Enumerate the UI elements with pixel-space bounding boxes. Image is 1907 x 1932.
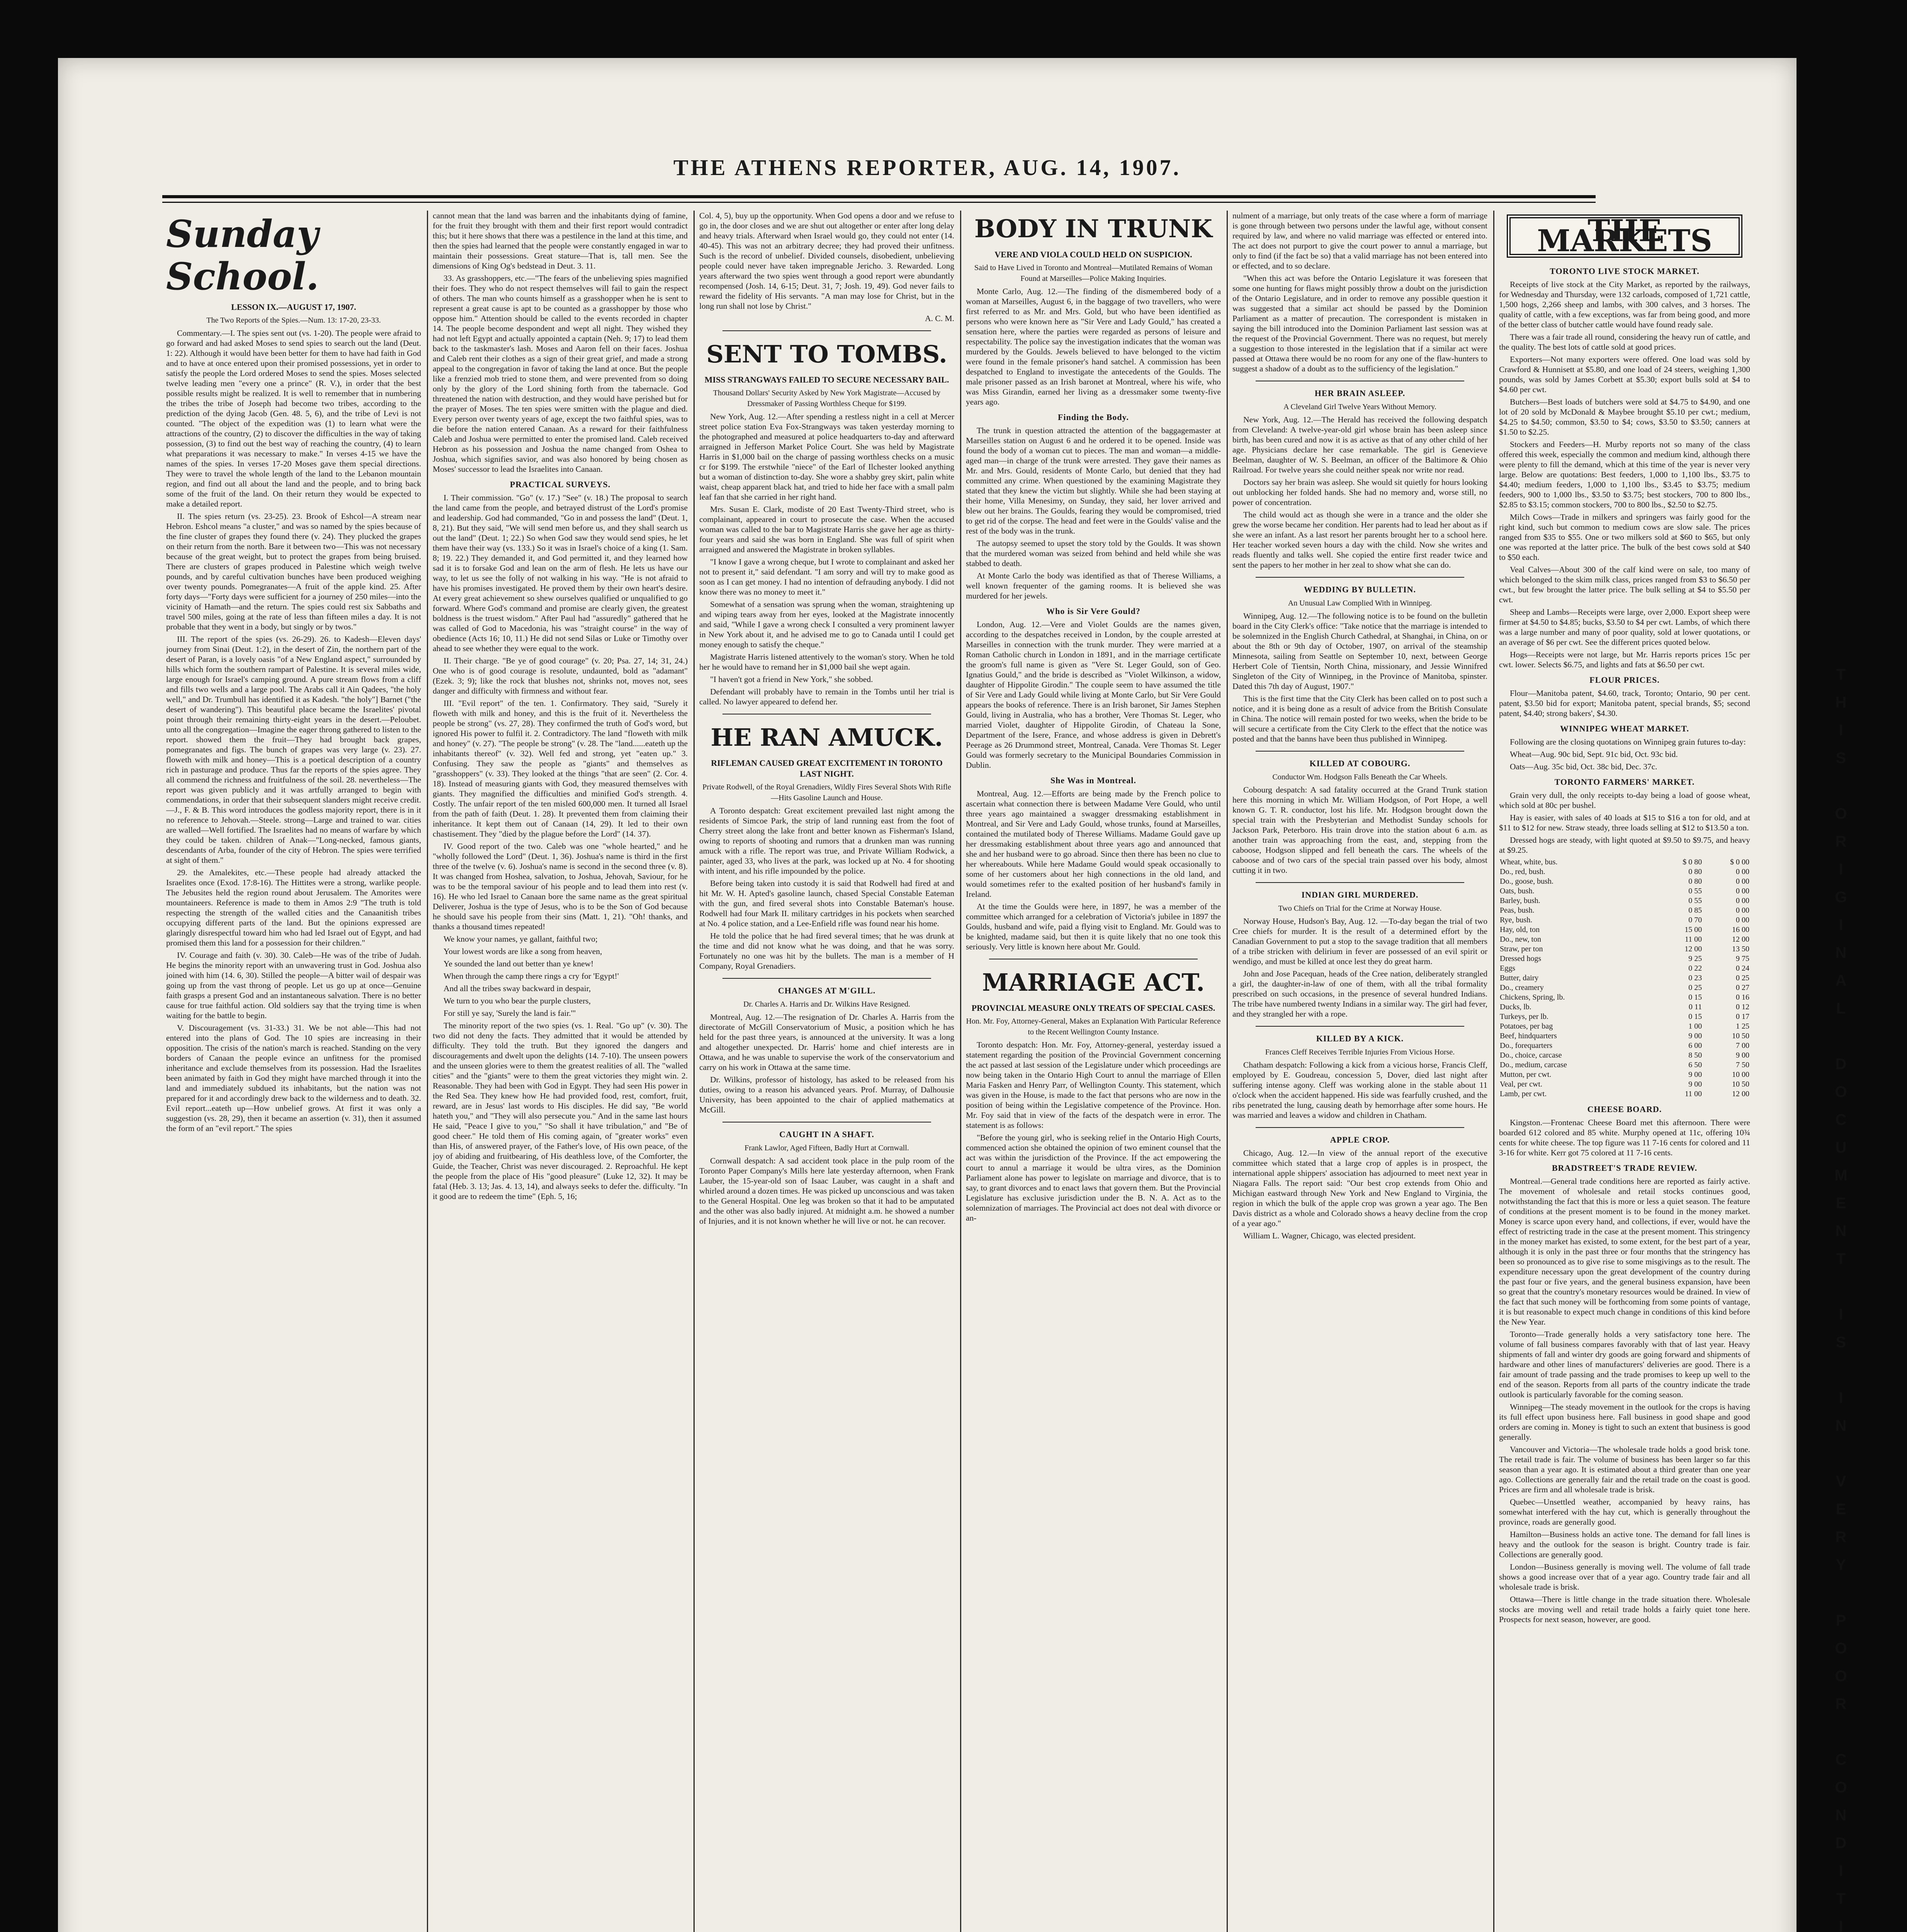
headline-her-brain-asleep: HER BRAIN ASLEEP. xyxy=(1314,388,1406,398)
paragraph: Montreal.—General trade conditions here are reported as fairly active. The movement of wholesale and retail stocks continues good, notwithstanding the fact that this is more or less a quiet season. The feature of conditions at the present moment is to be found in the money market. Money is scarce upon every hand, and collections, if ever, would have the effect of restricting trade in the case at the present moment. This stringency in the money market has existed, to some extent, for the best part of a year, although it is only in the past three or four months that the stringency has been so pronounced as to give rise to some misgivings as to the result. The expenditure necessary upon the great development of the country during the past four or five years, and the general business expansion, have been so great that the country's monetary resources would be drained. In view of the fact that such money will be forthcoming from some points of vantage, it is but reasonable to expect much change in conditions of this kind before the New Year. xyxy=(1499,1177,1750,1327)
paragraph: Chatham despatch: Following a kick from a vicious horse, Francis Cleff, employed by E. Goudreau, concession 5, Dover, died last night after suffering intense agony. Cleff was working alone in the stable about 11 o'clock when the accident happened. His side was fearfully crushed, and the ribs penetrated the lung, causing death by hemorrhage after some hours. He was married and leaves a widow and children in Chatham. xyxy=(1232,1060,1487,1120)
price-row xyxy=(1499,1041,1750,1051)
condition-note-letter xyxy=(1827,772,1854,800)
price-low: 0 80 xyxy=(1688,867,1702,876)
condition-note-letter: A xyxy=(1835,972,1847,989)
price-row xyxy=(1499,906,1750,915)
paragraph: Chicago, Aug. 12.—In view of the annual report of the executive committee which stated that a large crop of apples is in prospect, the international apple shippers' association has adjourned to meet next year in Niagara Falls. The report said: "Our best crop extends from Ohio and Michigan eastward through New York and New England to Virginia, the region in which the bulk of the apple crop was grown a year ago. The Ben Davis district as a whole and Colorado shows a heavy decline from the crop of a year ago." xyxy=(1232,1148,1487,1228)
paragraph: Exporters—Not many exporters were offered. One load was sold by Crawford & Hunnisett at $5.80, and one load of 24 steers, weighing 1,300 pounds, was sold by James Corbett at $5.30; export bulls sold at $4 to $4.60 per cwt. xyxy=(1499,355,1750,394)
price-low: 0 15 xyxy=(1688,1012,1702,1021)
poem-line: We know your names, ye gallant, faithful two; xyxy=(444,934,598,944)
masthead: THE ATHENS REPORTER, AUG. 14, 1907. xyxy=(673,155,1181,180)
masthead-rule-thin xyxy=(162,202,1596,203)
subheading: She Was in Montreal. xyxy=(1050,776,1137,785)
paragraph: Hogs—Receipts were not large, but Mr. Harris reports prices 15c per cwt. lower. Selects $6.75, and lights and fats at $6.50 per cwt. xyxy=(1499,650,1750,669)
price-item: Do., choice, carcase xyxy=(1500,1051,1562,1060)
price-high: 12 00 xyxy=(1732,935,1749,944)
market-heading: TORONTO LIVE STOCK MARKET. xyxy=(1550,266,1700,276)
deck: PROVINCIAL MEASURE ONLY TREATS OF SPECIAL CASES. xyxy=(971,1003,1215,1013)
price-high: 0 24 xyxy=(1736,964,1749,973)
condition-note-letter: D xyxy=(1835,1835,1847,1852)
condition-note-letter: I xyxy=(1839,1862,1843,1879)
paragraph: Dr. Wilkins, professor of histology, has asked to be released from his duties, owing to a reason his advanced years. Prof. Murray, of Dalhousie University, has been appointed to the chair of applied mathematics at McGill. xyxy=(699,1075,954,1114)
author-initials: A. C. M. xyxy=(925,314,954,323)
price-item: Peas, bush. xyxy=(1500,906,1535,915)
price-item: Barley, bush. xyxy=(1500,896,1540,905)
price-row xyxy=(1499,1070,1750,1080)
condition-note-letter: N xyxy=(1835,944,1847,961)
price-low: 15 00 xyxy=(1684,925,1702,934)
price-low: 6 50 xyxy=(1688,1061,1702,1069)
price-low: 0 70 xyxy=(1688,916,1702,924)
paragraph: London, Aug. 12.—Vere and Violet Goulds are the names given, according to the despatches received in London, by the couple arrested at Marseilles in connection with the trunk murder. They were married at a Roman Catholic church in London in 1891, and in the marriage certificate the groom's full name is given as "Vere St. Leger Gould, son of Geo. Ignatius Gould," and the bride is described as "Violet Wilkinson, a widow, daughter of Hippolite Girodin." The couple seem to have assumed the title of Sir Vere and Lady Gould while living at Monte Carlo, but Sir Vere Gould appears the books of reference. There is an Irish baronet, Sir James Stephen Gould, living in Australia, who has a brother, Vere Thomas St. Leger, who married Violet, daughter of Hippolite Girodin, of Chateau la Sone, Department of the Isere, France, and whose address is given in Debrett's Peerage as 26 Drummond street, Montreal, Canada. Vere Thomas St. Leger Gould was formerly secretary to the Municipal Boundaries Commission in Dublin. xyxy=(966,620,1221,770)
condition-note-letter: Y xyxy=(1836,1556,1846,1573)
market-heading: TORONTO FARMERS' MARKET. xyxy=(1554,777,1695,787)
price-row xyxy=(1499,1080,1750,1089)
price-high: 13 50 xyxy=(1732,945,1749,953)
paragraph: Grain very dull, the only receipts to-day being a load of goose wheat, which sold at 80c per bushel. xyxy=(1499,791,1750,810)
price-row xyxy=(1499,1022,1750,1031)
price-row xyxy=(1499,877,1750,886)
price-row xyxy=(1499,1031,1750,1041)
price-high: 0 12 xyxy=(1736,1003,1749,1011)
deck: Two Chiefs on Trial for the Crime at Norway House. xyxy=(1278,904,1442,913)
divider xyxy=(1256,1127,1464,1128)
deck: RIFLEMAN CAUSED GREAT EXCITEMENT IN TORONTO LAST NIGHT. xyxy=(711,758,943,779)
condition-note-letter: T xyxy=(1836,1890,1846,1907)
paragraph: Cornwall despatch: A sad accident took place in the pulp room of the Toronto Paper Company's Mills here late yesterday afternoon, when Frank Lauber, the 15-year-old son of Isaac Lauber, was caught in a shaft and whirled around a dozen times. He was picked up unconscious and was taken to the General Hospital. One leg was broken so that it had to be amputated and the other was also badly injured. At midnight a.m. he showed a number of Injuries, and it is not known whether he will live or not. he can recover. xyxy=(699,1156,954,1226)
poem-line: When through the camp there rings a cry for 'Egypt!' xyxy=(444,971,619,981)
price-item: Do., goose, bush. xyxy=(1500,877,1553,886)
price-item: Do., red, bush. xyxy=(1500,867,1545,876)
paragraph: Doctors say her brain was asleep. She would sit quietly for hours looking out unblocking her folded hands. She had no memory and, worse still, no power of concentration. xyxy=(1232,478,1487,507)
condition-note-letter: H xyxy=(1835,694,1847,711)
divider xyxy=(1256,1026,1464,1027)
condition-note-letter: G xyxy=(1835,889,1847,906)
condition-note-letter: C xyxy=(1835,1751,1847,1768)
headline-wedding-by-bulletin: WEDDING BY BULLETIN. xyxy=(1304,585,1416,594)
price-low: 0 11 xyxy=(1688,1003,1702,1011)
paragraph: IV. Courage and faith (v. 30). 30. Caleb—He was of the tribe of Judah. He begins the minority report with an unwavering trust in God. Joshua also joined with him (14. 6, 30). Stilled the people—A bitter wail of despair was going up from the vast throng of people. Let us go up at once—Genuine faith grasps a present God and an instantaneous salvation. There is no better cause for true faithful action. Old soldiers say that the trying time is when waiting for the battle to begin. xyxy=(166,951,421,1020)
price-high: 0 27 xyxy=(1736,983,1749,992)
price-item: Straw, per ton xyxy=(1500,945,1543,953)
paragraph: Receipts of live stock at the City Market, as reported by the railways, for Wednesday and Thursday, were 132 carloads, composed of 1,721 cattle, 1,500 hogs, 2,266 sheep and lambs, with 300 calves, and 3 horses. The quality of cattle, with a few exceptions, was far from being good, and more of the better class of butcher cattle would have found ready sale. xyxy=(1499,280,1750,329)
paragraph: Wheat—Aug. 90c bid, Sept. 91c bid, Oct. 93c bid. xyxy=(1510,750,1678,759)
paragraph: Stockers and Feeders—H. Murby reports not so many of the class offered this week, especially the common and medium kind, although there were plenty to fill the demand, which at this time of the year is never very large. Below are quotations: Best feeders, 1,000 to 1,100 lbs., $3.75 to $4.40; medium feeders, 1,000 to 1,100 lbs., $3.45 to $3.75; medium feeders, 900 to 1,000 lbs., $3.50 to $3.75; best stockers, 700 to 800 lbs., $2.85 to $3.15; common stockers, 700 to 800 lbs., $2.50 to $2.75. xyxy=(1499,440,1750,509)
price-row xyxy=(1499,896,1750,906)
headline-indian-girl-murdered: INDIAN GIRL MURDERED. xyxy=(1301,890,1419,900)
paragraph: Montreal, Aug. 12.—The resignation of Dr. Charles A. Harris from the directorate of McGill Conservatorium of Music, a position which he has held for the past three years, is announced at the university. It was a long and altogether unexpected. Dr. Harris' home and chief interests are in Ottawa, and he was unable to supervise the work of the conservatorium and carry on his work in Ottawa at the same time. xyxy=(699,1012,954,1072)
price-high: 7 00 xyxy=(1736,1041,1749,1050)
column-sunday-school-cont xyxy=(433,211,688,1932)
condition-note-letter: R xyxy=(1835,1696,1847,1713)
newspaper-page xyxy=(58,58,1848,1932)
paragraph: Winnipeg, Aug. 12.—The following notice is to be found on the bulletin board in the City Clerk's office: "Take notice that the marriage is intended to be solemnized in the English Church Cathedral, at Shanghai, in China, on or about the 8th or 9th day of October, 1907, on arrival of the steamship Minnesota, sailing from Seattle on September 10, next, between George Herbert Cole of Tientsin, North China, missionary, and Jessie Winnifred Singleton of the City of Winnipeg, in the Province of Manitoba, spinster. Dated this 7th day of August, 1907." xyxy=(1232,611,1487,691)
deck-secondary: Private Rodwell, of the Royal Grenadiers, Wildly Fires Several Shots With Rifle—Hits Gasoline Launch and House. xyxy=(702,783,951,802)
condition-note-letter: L xyxy=(1836,1000,1846,1017)
price-high: 10 00 xyxy=(1732,1070,1749,1079)
column-rule xyxy=(960,211,961,1932)
divider xyxy=(722,330,931,331)
paragraph: Defendant will probably have to remain in the Tombs until her trial is called. No lawyer appeared to defend her. xyxy=(699,687,954,706)
paragraph: nulment of a marriage, but only treats of the case where a form of marriage is gone through between two persons under the lawful age, without consent required by law, and where no valid marriage was effected or entered into. The act does not purport to give the court power to annul a marriage, but only to find (if the fact be so) that a valid marriage has not been entered into or effected, and to so declare. xyxy=(1232,211,1487,270)
masthead-rule xyxy=(162,195,1596,198)
price-item: Ducks, lb. xyxy=(1500,1003,1531,1011)
market-heading: BRADSTREET'S TRADE REVIEW. xyxy=(1552,1163,1698,1173)
condition-note-letter: O xyxy=(1835,805,1847,822)
condition-note-letter: D xyxy=(1835,1056,1847,1073)
price-low: 11 00 xyxy=(1684,1090,1702,1098)
paragraph: Norway House, Hudson's Bay, Aug. 12. —To-day began the trial of two Cree chiefs for murder. It is the result of a determined effort by the Canadian Government to put a stop to the savage tradition that all members of a tribe stricken with delirium in fever are possessed of an evil spirit or wendigo, and must be killed at once lest they do great harm. xyxy=(1232,917,1487,966)
paragraph: At Monte Carlo the body was identified as that of Therese Williams, a well known frequenter of the gaming rooms. It is believed she was murdered for her jewels. xyxy=(966,571,1221,600)
price-low: 6 00 xyxy=(1688,1041,1702,1050)
price-low: 9 00 xyxy=(1688,1070,1702,1079)
condition-note-letter: O xyxy=(1835,1779,1847,1796)
price-low: 9 00 xyxy=(1688,1032,1702,1040)
paragraph: William L. Wagner, Chicago, was elected president. xyxy=(1243,1231,1416,1240)
headline-changes-at-mcgill: CHANGES AT M'GILL. xyxy=(778,986,876,995)
paragraph: Following are the closing quotations on Winnipeg grain futures to-day: xyxy=(1510,737,1746,747)
price-high: 0 16 xyxy=(1736,993,1749,1002)
price-row xyxy=(1499,915,1750,925)
condition-note-letter: O xyxy=(1835,1083,1847,1100)
condition-note-letter: O xyxy=(1835,1668,1847,1685)
paragraph: Quebec—Unsettled weather, accompanied by heavy rains, has somewhat interfered with the hay cut, which is generally throughout the province, roads are generally good. xyxy=(1499,1497,1750,1527)
headline-body-in-trunk: BODY IN TRUNK xyxy=(974,214,1212,243)
condition-note-letter: P xyxy=(1836,1612,1846,1629)
headline-killed-by-a-kick: KILLED BY A KICK. xyxy=(1316,1034,1404,1043)
paragraph: Winnipeg—The steady movement in the outlook for the crops is having its full effect upon business here. Fall business in good shape and good orders are coming in. Money is tight to such an extent that business is good generally. xyxy=(1499,1402,1750,1442)
paragraph: cannot mean that the land was barren and the inhabitants dying of famine, for the fruit they brought with them and their first report would contradict this; but it here shows that there was a pestilence in the land at this time, and then the spies had learned that the people were constantly engaged in war to maintain their possessions. Great stature—That is, tall men. See the dimensions of King Og's bedstead in Deut. 3. 11. xyxy=(433,211,688,270)
price-high: $ 0 00 xyxy=(1730,858,1749,866)
price-high: 12 00 xyxy=(1732,1090,1749,1098)
divider xyxy=(1256,751,1464,752)
deck: MISS STRANGWAYS FAILED TO SECURE NECESSARY BAIL. xyxy=(704,375,949,384)
column-rule xyxy=(427,211,428,1932)
paragraph: The child would act as though she were in a trance and the older she grew the worse became her condition. Her parents had to lead her about as if she were an infant. As a last resort her parents brought her to a school here. Her teacher worked seven hours a day with the child. Now she writes and reads fluently and talks well. She copied the entire first reader twice and sent the papers to her mother in her zeal to show what she can do. xyxy=(1232,510,1487,570)
paragraph: Ottawa—There is little change in the trade situation there. Wholesale stocks are moving well and retail trade holds a fairly quiet tone here. Prospects for next season, however, are good. xyxy=(1499,1595,1750,1624)
price-low: 0 80 xyxy=(1688,877,1702,886)
column-sunday-school xyxy=(166,211,421,1932)
condition-note-letter: N xyxy=(1835,1417,1847,1434)
price-item: Veal, per cwt. xyxy=(1500,1080,1542,1088)
subheading: Who is Sir Vere Gould? xyxy=(1046,606,1140,616)
price-high: 10 50 xyxy=(1732,1032,1749,1040)
paragraph: Milch Cows—Trade in milkers and springers was fairly good for the right kind, such but common to medium cows are slow sale. The prices ranged from $35 to $55. One or two milkers sold at $60 to $65, but only one was reported at the latter price. The bulk of the best cows sold at $40 to $50 each. xyxy=(1499,512,1750,562)
price-row xyxy=(1499,1051,1750,1060)
price-item: Oats, bush. xyxy=(1500,887,1535,895)
paragraph: "Before the young girl, who is seeking relief in the Ontario High Courts, commenced action she obtained the opinion of two eminent counsel that the act was within the jurisdiction of the Province. If the act empowering the court to annul a marriage it would be ultra vires, as the Dominion Parliament alone has power to legislate on marriage and divorce, that is to say, to grant divorces and to enact laws that govern them. But the Provincial Legislature has exclusive jurisdiction under the B. N. A. Act as to the solemnization of marriages. The Provincial act does not deal with divorce or an- xyxy=(966,1133,1221,1223)
paragraph: Commentary.—I. The spies sent out (vs. 1-20). The people were afraid to go forward and had asked Moses to send spies to search out the land (Deut. 1: 22). Although it would have been better for them to have had faith in God and to have at once entered upon their promised possessions, yet in order to satisfy the people the Lord ordered Moses to send the spies. Moses selected twelve leading men "every one a prince" (R. V.), in order that the best possible results might be realized. It is well to remember that in numbering the tribes the tribe of Joseph had become two tribes, according to the prediction of the dying Jacob (Gen. 48. 5, 6), and the tribe of Levi is not counted. "The object of the expedition was (1) to learn what were the attractions of the country, (2) to discover the difficulties in the way of taking possession, (3) to find out the best way of reaching the country, (4) to learn what preparations it was necessary to make." In verses 4-15 we have the names of the spies. In verses 17-20 Moses gave them special directions. They were to travel the whole length of the land to the Lebanon mountain region, and find out all about the land and the people, and to bring back some of the fruit of the land. On their return they would be expected to make a detailed report. xyxy=(166,328,421,509)
price-item: Dressed hogs xyxy=(1500,954,1542,963)
paragraph: "I haven't got a friend in New York," she sobbed. xyxy=(710,675,873,684)
price-low: 0 22 xyxy=(1688,964,1702,973)
condition-note-letter: R xyxy=(1835,1529,1847,1546)
condition-note-letter xyxy=(1827,1718,1854,1746)
poem-line: Your lowest words are like a song from heaven, xyxy=(444,947,602,956)
paragraph: New York, Aug. 12.—The Herald has received the following despatch from Cleveland: A twelve-year-old girl whose brain has been asleep since birth, has been cured and now it is as active as that of any other child of her age. Physicians declare her case remarkable. The girl is Genevieve Beelman, daughter of W. S. Beelman, an officer of the Baltimore & Ohio Railroad. For twelve years she could neither speak nor write nor read. xyxy=(1232,415,1487,474)
deck: Dr. Charles A. Harris and Dr. Wilkins Have Resigned. xyxy=(743,1000,911,1009)
price-high: 0 17 xyxy=(1736,1012,1749,1021)
paragraph: Flour—Manitoba patent, $4.60, track, Toronto; Ontario, 90 per cent. patent, $3.50 bid for export; Manitoba patent, special brands, $5; second patent, $4.40; strong bakers', $4.30. xyxy=(1499,689,1750,718)
divider xyxy=(1256,882,1464,883)
deck: Conductor Wm. Hodgson Falls Beneath the Car Wheels. xyxy=(1272,773,1448,781)
price-high: 0 00 xyxy=(1736,916,1749,924)
price-row xyxy=(1499,886,1750,896)
paragraph: Cobourg despatch: A sad fatality occurred at the Grand Trunk station here this morning in which Mr. William Hodgson, of Port Hope, a well known G. T. R. conductor, lost his life. Mr. Hodgson brought down the special train with the Presbyterian and Methodist Sunday schools for Jackson Park, Peterboro. His train drove into the station about 6 a.m. as another train was approaching from the east, and, stepping from the caboose, Hodgson slipped and fell beneath the cars. The wheels of the caboose and of two cars of the special train passed over his body, almost cutting it in two. xyxy=(1232,785,1487,875)
paragraph: III. The report of the spies (vs. 26-29). 26. to Kadesh—Eleven days' journey from Sinai (Deut. 1:2), in the desert of Zin, the northern part of the desert of Paran, is a lovely oasis "of a New England aspect," surrounded by hills which form the southern rampart of Palestine. It is several miles wide, large enough for Israel's camping ground. A pure stream flows from a cliff and fills two wells and a large pool. The Arabs call it Ain Qadees, "the holy well," and Dr. Trumbull has identified it as Kadesh. "the holy"] Barnet ("the desert of wandering"). This beautiful place became the Israelites' pivotal point through their remaining thirty-eight years in the desert.—Peloubet. unto all the congregation—Imagine the eager throng gathered to listen to the report. showed them the fruit—They had brought back grapes, pomegranates and figs. The bunch of grapes was very large (v. 23). 27. floweth with milk and honey—This is a poetical description of a country rich in pasturage and produce. Thus far the reports of the spies agree. They all commend the richness and fruitfulness of the soil. 28. nevertheless—The report was given publicly and it was artfully arranged to begin with commendations, in order that their subsequent slanders might receive credit.—J., F. & B. This word introduces the godless majority report, there is in it no reference to Jehovah.—Steele. strong—Large and trained to war. cities are walled—Well fortified. The Israelites had no means of warfare by which they could be taken. children of Anak—"Long-necked, famous giants, descendants of Arba, founder of the city of Hebron. The spies were terrified at sight of them." xyxy=(166,634,421,865)
headline-marriage-act: MARRIAGE ACT. xyxy=(982,968,1205,997)
paragraph: The trunk in question attracted the attention of the baggagemaster at Marseilles station on August 6 and he ordered it to be opened. Inside was found the body of a woman cut to pieces. The man and woman—a middle-aged man—in charge of the trunk were arrested. They gave their names as Mr. and Mrs. Gould, residents of Monte Carlo, but denied that they had committed any crime. When questioned by the examining Magistrate they stated that they knew the victim but slightly. While she had been staying at their home, Villa Menesimy, on Sunday, they said, her lover arrived and blew out her brains. The Goulds, fearing they would be compromised, tried to get rid of the corpse. The head and feet were in the Goulds' valise and the rest of the body was in the trunk. xyxy=(966,426,1221,536)
paragraph: IV. Good report of the two. Caleb was one "whole hearted," and he "wholly followed the Lord" (Deut. 1, 36). Joshua's name is third in the first three of the twelve (v. 6). Joshua's name is second in the second three (v. 8). It was changed from Hoshea, salvation, to Joshua, Jehovah, Saviour, for he was to be the temporal saviour of his people and to lead them into rest (v. 16). He who led Israel to Canaan bore the same name as the great spiritual Deliverer, Joshua is the type of Jesus, who is to be the Son of God because he should save his people from their sins (Matt. 1, 21). "Oh! thanks, and thanks a thousand times repeated! xyxy=(433,842,688,931)
headline-sent-to-tombs: SENT TO TOMBS. xyxy=(706,340,947,368)
condition-note-letter: R xyxy=(1835,833,1847,850)
paragraph: Somewhat of a sensation was sprung when the woman, straightening up and wiping tears away from her eyes, looked at the Magistrate innocently and said, "While I gave a wrong check I consulted a very prominent lawyer in New York about it, and he advised me to go to Canada until I could get money enough to satisfy the cheque." xyxy=(699,600,954,649)
divider xyxy=(1256,577,1464,578)
price-item: Wheat, white, bus. xyxy=(1500,858,1558,866)
price-low: 0 55 xyxy=(1688,896,1702,905)
condition-note-letter: E xyxy=(1836,1501,1846,1518)
paragraph: Toronto—Trade generally holds a very satisfactory tone here. The volume of fall business compares favorably with that of last year. Heavy shipments of fall and winter dry goods are going forward and shipments of hardware and other lines of manufacturers' deliveries are good. There is a fair amount of trade passing and the trade promises to keep up well to the end of the season. Reports from all parts of the country indicate the trade outlook is particularly favorable for the coming season. xyxy=(1499,1330,1750,1399)
price-low: $ 0 80 xyxy=(1683,858,1702,866)
paragraph: Magistrate Harris listened attentively to the woman's story. When he told her he would have to remand her in $1,000 bail she wept again. xyxy=(699,652,954,672)
price-item: Chickens, Spring, lb. xyxy=(1500,993,1565,1002)
deck-secondary: Said to Have Lived in Toronto and Montreal—Mutilated Remains of Woman Found at Marseilles—Police Making Inquiries. xyxy=(974,264,1213,283)
price-low: 0 85 xyxy=(1688,906,1702,915)
paragraph: Monte Carlo, Aug. 12.—The finding of the dismembered body of a woman at Marseilles, August 6, in the baggage of two travellers, who were first referred to as Mr. and Mrs. Gold, but who have been identified as persons who were known here as "Sir Vere and Lady Gould," has created a sensation here, where the parties were regarded as persons of leisure and respectability. The police say the investigation indicates that the woman was murdered by the Goulds. Jewels believed to have belonged to the victim were found in the female prisoner's hand satchel. A commission has been despatched to England to investigate the antecedents of the Goulds. The male prisoner passed as an Irish baronet at Montreal, where his wife, who was Miss Girandin, earned her living as a dressmaker some twenty-five years ago. xyxy=(966,287,1221,406)
paragraph: Dressed hogs are steady, with light quoted at $9.50 to $9.75, and heavy at $9.25. xyxy=(1499,835,1750,855)
condition-note-letter: I xyxy=(1839,917,1843,934)
price-item: Lamb, per cwt. xyxy=(1500,1090,1547,1098)
deck: Frank Lawlor, Aged Fifteen, Badly Hurt at Cornwall. xyxy=(744,1144,909,1152)
condition-note xyxy=(1827,661,1854,1932)
price-item: Potatoes, per bag xyxy=(1500,1022,1553,1031)
paragraph: London—Business generally is moving well. The volume of fall trade shows a good increase over that of a year ago. Country trade fair and all wholesale trade is brisk. xyxy=(1499,1562,1750,1592)
paragraph: V. Discouragement (vs. 31-33.) 31. We be not able—This had not entered into the plans of God. The 10 spies are increasing in their opposition. The crisis of the nation's march is reached. Standing on the very borders of Canaan the people evince an unfitness for the promised inheritance and exclude themselves from its possession. Had the Israelites been animated by faith in God they might have marched through it into the land and immediately subdued its inhabitants, but the nation was not prepared for it and accordingly drew back to the wilderness and to death. 32. Evil report...eateth up—How unbelief grows. At first it was only a suggestion (vs. 28, 29), then it became an assertion (v. 31), then it assumed the form of an "evil report." The spies xyxy=(166,1023,421,1133)
condition-note-letter: U xyxy=(1835,1139,1847,1156)
condition-note-letter: O xyxy=(1835,1640,1847,1657)
farmers-market-price-table xyxy=(1499,857,1750,1099)
price-high: 1 25 xyxy=(1736,1022,1749,1031)
condition-note-letter: N xyxy=(1835,1807,1847,1824)
paragraph: "I know I gave a wrong cheque, but I wrote to complainant and asked her not to present it," said defendant. "I am sorry and will try to make good as soon as I can get money. I had no intention of defrauding anybody. I did not know there was no money to meet it." xyxy=(699,557,954,597)
column-rule xyxy=(1493,211,1494,1932)
condition-note-letter: E xyxy=(1836,1195,1846,1212)
condition-note-letter: I xyxy=(1839,1306,1843,1323)
condition-note-letter xyxy=(1827,1579,1854,1607)
paragraph: Toronto despatch: Hon. Mr. Foy, Attorney-general, yesterday issued a statement regarding the position of the Provincial Government concerning the act passed at last session of the Legislature under which proceedings are now being taken in the Ontario High Court to annul the marriage of Ellen Maria Fasken and Henry Parr, of Wellington County. This statement, which was given in the House, is made to the fact that persons who are now in the position of being within the Legislative competence of the Province. Hon. Mr. Foy said that in view of the facts of the despatch were in error. The statement is as follows: xyxy=(966,1040,1221,1130)
section-heading: PRACTICAL SURVEYS. xyxy=(510,480,611,489)
price-high: 0 00 xyxy=(1736,867,1749,876)
column-markets xyxy=(1499,211,1750,1932)
price-low: 9 00 xyxy=(1688,1080,1702,1088)
paragraph: Sheep and Lambs—Receipts were large, over 2,000. Export sheep were firmer at $4.50 to $4.85; bucks, $3.50 to $4 per cwt. Lambs, of which there was a large number and many of poor quality, sold at lower quotations, or an average of $6 per cwt. See the different prices quoted below. xyxy=(1499,607,1750,647)
paragraph: III. "Evil report" of the ten. 1. Confirmatory. They said, "Surely it floweth with milk and honey, and this is the fruit of it. Nevertheless the people be strong" (vs. 27, 28). They confirmed the truth of God's word, but ignored His power to fulfil it. 2. Contradictory. The land "floweth with milk and honey" (v. 27). "The people be strong" (v. 28. The "land......eateth up the inhabitants thereof" (v. 32). Well fed and strong, yet "eaten up." 3. Confusing. They saw the people as "giants" and themselves as "grasshoppers" (v. 33). They looked at the things "that are seen" (2. Cor. 4. 18). Instead of measuring giants with God, they measured themselves with giants. They magnified the difficulties and minified God's strength. 4. Costly. The unfair report of the ten misled 600,000 men. It turned all Israel from the path of faith (Deut. 1. 28). It prevented them from claiming their inheritance. It kept them out of Canaan (14, 29). It led to their own chastisement. They "died by the plague before the Lord" (14. 37). xyxy=(433,699,688,838)
price-low: 12 00 xyxy=(1684,945,1702,953)
market-heading: CHEESE BOARD. xyxy=(1587,1104,1662,1114)
paragraph: Hay is easier, with sales of 40 loads at $15 to $16 a ton for old, and at $11 to $12 for new. Straw steady, three loads selling at $12 to $13.50 a ton. xyxy=(1499,813,1750,832)
column-rule xyxy=(693,211,695,1932)
poem-line: Ye sounded the land out better than ye knew! xyxy=(444,959,594,968)
column-rule xyxy=(1227,211,1228,1932)
markets-title-box: THE MARKETS xyxy=(1507,214,1742,258)
paragraph: Vancouver and Victoria—The wholesale trade holds a good brisk tone. The retail trade is fair. The volume of business has been larger so far this season than a year ago. It is estimated about a third greater than one year ago. Collections are generally fair and the retail trade on the coast is good. Prices are firm and all wholesale trade is brisk. xyxy=(1499,1445,1750,1494)
paragraph: II. Their charge. "Be ye of good courage" (v. 20; Psa. 27, 14; 31, 24.) One who is of good courage is resolute, undaunted, bold as "adamant" (Ezek. 3; 9); like the rock that blushes not, shrinks not, moves not, sees danger and difficulty with firmness and without fear. xyxy=(433,656,688,696)
price-item: Do., new, ton xyxy=(1500,935,1542,944)
paragraph: II. The spies return (vs. 23-25). 23. Brook of Eshcol—A stream near Hebron. Eshcol means "a cluster," and was so named by the spies because of the fine cluster of grapes they found there (v. 24). They plucked the grapes on their return from the north. Bare it between two—This was not necessary because of the great weight, but to protect the grapes from being bruised. There are clusters of grapes produced in Palestine which weigh twelve pounds, and by careful cultivation bunches have been produced weighing over twenty pounds. Pomegranates—A fruit of the apple kind. 25. After forty days—"Forty days were sufficient for a journey of 250 miles—into the vicinity of Hamath—and the return. The spies could rest six Sabbaths and travel 500 miles, going at the rate of less than fifteen miles a day. It is not probable that they went in a body, but singly or by twos." xyxy=(166,512,421,631)
condition-note-letter xyxy=(1827,1356,1854,1384)
price-row xyxy=(1499,964,1750,973)
price-low: 0 15 xyxy=(1688,993,1702,1002)
paragraph: The minority report of the two spies (vs. 1. Real. "Go up" (v. 30). The two did not deny the facts. They admitted that it would be attended by difficulty. They told the truth. But they ignored the dangers and discouragements and dwelt upon the delights (14. 7-10). The unseen powers and the unseen glories were to them the greatest realities of all. The "walled cities" and the "giants" were to them the great victories they might win. 2. Reasonable. They had been with God in Egypt. They had seen His power in the Red Sea. They knew how He had provided food, rest, comfort, fruit, reward, are in Jesus' last words to His disciples. He did say, "Be world hateth you," and "They will also persecute you." And in the same last hours He said, "Peace I give to you," "So shall it have tribulation," and "Be of good cheer." He told them of His coming again, of "greater works" even than His, of answered prayer, of the Father's love, of His own peace, of the joy of abiding and fruitbearing, of His deathless love, of the Comforter, the Guide, the Teacher, Christ was never discouraged. 2. Reproachful. He kept the people from the place of His "good pleasure" (Luke 12, 32). It may be fatal (Heb. 3. 13; Jas. 4. 13, 14), and always seeks to defer the. difficulty. "In it good are to redeem the time" (Eph. 5, 16; xyxy=(433,1021,688,1201)
price-high: 9 75 xyxy=(1736,954,1749,963)
price-item: Do., forequarters xyxy=(1500,1041,1553,1050)
price-high: 0 00 xyxy=(1736,877,1749,886)
column-news-3 xyxy=(1232,211,1487,1932)
price-high: 10 50 xyxy=(1732,1080,1749,1088)
headline-caught-in-a-shaft: CAUGHT IN A SHAFT. xyxy=(779,1129,874,1139)
paragraph: 29. the Amalekites, etc.—These people had already attacked the Israelites once (Exod. 17:8-16). The Hittites were a strong, warlike people. The Jebusites held the region round about Jerusalem. The Amorites were mountaineers. Reference is made to them in Amos 2:9 "The truth is told respecting the strength of the walled cities and the Canaanitish tribes occupying different parts of the land. But the opinions expressed are glaringly disrespectful toward him who had led Israel out of Egypt, and had promised them this land for a possession for their children." xyxy=(166,868,421,947)
price-high: 9 00 xyxy=(1736,1051,1749,1060)
price-row xyxy=(1499,857,1750,867)
paragraph: The autopsy seemed to upset the story told by the Goulds. It was shown that the murdered woman was seized from behind and held while she was stabbed to death. xyxy=(966,539,1221,568)
headline-apple-crop: APPLE CROP. xyxy=(1330,1135,1390,1145)
price-high: 0 00 xyxy=(1736,887,1749,895)
deck: An Unusual Law Complied With in Winnipeg. xyxy=(1288,599,1432,607)
price-row xyxy=(1499,935,1750,944)
price-low: 0 23 xyxy=(1688,974,1702,982)
price-low: 9 25 xyxy=(1688,954,1702,963)
paragraph: John and Jose Pacequan, heads of the Cree nation, deliberately strangled a girl, the daughter-in-law of one of them, with all the tribal formality prescribed on such occasions, in the presence of several hundred Indians. The tribe have numbered twenty Indians in a similar way. The girl had fever, and they strangled her with a rope. xyxy=(1232,969,1487,1019)
paragraph: New York, Aug. 12.—After spending a restless night in a cell at Mercer street police station Eva Fox-Strangways was taken yesterday morning to the photographed and measured at police headquarters to-day and afterward arraigned in Jefferson Market Police Court. She was held by Magistrate Harris in $1,000 bail on the charge of passing worthless checks on a music cr for $199. The erstwhile "niece" of the Earl of Ilchester looked anything but a woman of distinction to-day. She wore a shabby grey skirt, palin white waist, cheap apparent black hat, and tried to hide her face with a small palm leaf fan that she carried in her right hand. xyxy=(699,412,954,502)
price-row xyxy=(1499,973,1750,983)
divider xyxy=(722,978,931,979)
price-item: Rye, bush. xyxy=(1500,916,1533,924)
deck-secondary: Thousand Dollars' Security Asked by New York Magistrate—Accused by Dressmaker of Passing Worthless Cheque for $199. xyxy=(713,389,941,408)
condition-note-letter: C xyxy=(1835,1111,1847,1128)
condition-note-letter: M xyxy=(1834,1167,1848,1184)
condition-note-letter: T xyxy=(1836,666,1846,683)
paragraph: Butchers—Best loads of butchers were sold at $4.75 to $4.90, and one lot of 20 sold by McDonald & Maybee brought $5.10 per cwt.; medium, $4.25 to $4.50; common, $3.50 to $4; cows, $3.50 to $3.50; canners at $1.50 to $2.25. xyxy=(1499,397,1750,437)
paragraph: Veal Calves—About 300 of the calf kind were on sale, too many of which belonged to the skim milk class, prices ranged from $3 to $6.50 per cwt., but few brought the latter price. The bulk selling at $4 to $5.50 per cwt. xyxy=(1499,565,1750,604)
price-row xyxy=(1499,1012,1750,1022)
paragraph: Kingston.—Frontenac Cheese Board met this afternoon. There were boarded 612 colored and 85 white. Murphy opened at 11c, offering 10¾ cents for white cheese. The top figure was 11 7-16 cents for colored and 11 3-16 for white. Kerr got 75 colored at 11 7-16 cents. xyxy=(1499,1118,1750,1157)
column-news-2 xyxy=(966,211,1221,1932)
column-news-1 xyxy=(699,211,954,1932)
condition-note-letter: S xyxy=(1836,1334,1846,1351)
paragraph: He told the police that he had fired several times; that he was drunk at the time and did not know what he was doing, and that he was sorry. Fortunately no one was hit by the bullets. The man is a member of H Company, Royal Grenadiers. xyxy=(699,931,954,971)
condition-note-letter: I xyxy=(1839,1389,1843,1406)
price-row xyxy=(1499,944,1750,954)
price-item: Do., medium, carcase xyxy=(1500,1061,1567,1069)
price-low: 8 50 xyxy=(1688,1051,1702,1060)
price-high: 0 00 xyxy=(1736,896,1749,905)
sunday-school-title: Sunday School. xyxy=(166,212,319,298)
deck: VERE AND VIOLA COULD HELD ON SUSPICION. xyxy=(994,250,1192,259)
condition-note-letter: I xyxy=(1839,861,1843,878)
condition-note-letter xyxy=(1827,1022,1854,1050)
condition-note-letter xyxy=(1827,1440,1854,1468)
price-row xyxy=(1499,983,1750,993)
price-item: Do., creamery xyxy=(1500,983,1544,992)
paragraph: "When this act was before the Ontario Legislature it was foreseen that some one hunting for flaws might possibly throw a doubt on the jurisdiction of the Ontario Legislature, and in order to remove any possible question it was suggested that a similar act should be passed by the Dominion Parliament as a matter of precaution. The correspondent is mistaken in saying the bill introduced into the Dominion Parliament last session was at the request of the Provincial Government. There was no request, but merely a suggestion to those interested in the legislation that if a similar act were passed at Ottawa there would be no room for any one of the flaw-hunters to suggest a shadow of a doubt as to the sufficiency of the legislation." xyxy=(1232,274,1487,373)
paragraph: At the time the Goulds were here, in 1897, he was a member of the committee which arranged for a celebration of Victoria's jubilee in 1897 the Goulds, husband and wife, paid a flying visit to England. Mr. Gould was to be knighted, madame said, but then it is quite likely that no one took this seriously. Very little is known here about Mr. Gould. xyxy=(966,902,1221,951)
price-low: 0 55 xyxy=(1688,887,1702,895)
price-item: Butter, dairy xyxy=(1500,974,1539,982)
price-row xyxy=(1499,954,1750,964)
price-row xyxy=(1499,1060,1750,1070)
condition-note-letter: V xyxy=(1836,1473,1846,1490)
poem-line: And all the tribes sway backward in despair, xyxy=(444,984,591,993)
price-item: Turkeys, per lb. xyxy=(1500,1012,1548,1021)
paragraph: This is the first time that the City Clerk has been called on to post such a notice, and it is being done as a result of advice from the British Consulate in China. The notice will remain posted for two weeks, when the bride to be will secure a certificate from the City Clerk to the effect that the notice was posted and that the banns have been thus published in Winnipeg. xyxy=(1232,694,1487,743)
price-high: 0 25 xyxy=(1736,974,1749,982)
condition-note-letter: I xyxy=(1839,722,1843,739)
price-low: 0 25 xyxy=(1688,983,1702,992)
paragraph: Mrs. Susan E. Clark, modiste of 20 East Twenty-Third street, who is complainant, appeared in court to prosecute the case. When the accused woman was called to the bar to Magistrate Harris she gave her age as thirty-four years and said she was born in England. She was full of spirit when arraigned and answered the Magistrate in broken syllables. xyxy=(699,505,954,554)
poem-line: For still ye say, 'Surely the land is fair.'" xyxy=(444,1009,576,1018)
paragraph: A Toronto despatch: Great excitement prevailed last night among the residents of Simcoe Park, the strip of land running east from the foot of Cherry street along the lake front and better known as Fisherman's Island, owing to reports of shooting and rumors that a drunken man was running amuck with a rifle. The report was true, and Private William Rodwick, a painter, aged 33, who lives at the park, was locked up at No. 4 for shooting with intent, and his rifle impounded by the police. xyxy=(699,806,954,876)
price-item: Hay, old, ton xyxy=(1500,925,1540,934)
paragraph: Col. 4, 5), buy up the opportunity. When God opens a door and we refuse to go in, the door closes and we are shut out altogether or enter after long delay and heavy trials. Afterward when Israel would go, they could not enter (14. 40-45). This was not an arbitrary decree; they had proved their unfitness. Such is the record of unbelief. Divided counsels, disobedient, unbelieving people could never have taken impregnable Jericho. 3. Rewarded. Long years afterward the two spies went through a good report were abundantly recompensed (Josh. 14, 6-15; Deut. 31, 7; Josh. 19, 49). God never fails to reward the fidelity of His servants. "A man may lose for Christ, but in the long run shall not lose by Christ." xyxy=(699,211,954,311)
price-row xyxy=(1499,867,1750,877)
market-heading: WINNIPEG WHEAT MARKET. xyxy=(1560,724,1689,733)
subheading: Finding the Body. xyxy=(1058,412,1129,422)
deck: A Cleveland Girl Twelve Years Without Memory. xyxy=(1283,403,1436,411)
deck-secondary: Hon. Mr. Foy, Attorney-General, Makes an Explanation With Particular Reference to the Recent Wellington County Instance. xyxy=(966,1017,1221,1036)
market-heading: FLOUR PRICES. xyxy=(1589,675,1660,685)
price-item: Mutton, per cwt. xyxy=(1500,1070,1552,1079)
headline-killed-at-cobourg: KILLED AT COBOURG. xyxy=(1309,759,1411,768)
price-row xyxy=(1499,1002,1750,1012)
headline-he-ran-amuck: HE RAN AMUCK. xyxy=(710,723,943,752)
lesson-number: LESSON IX.—AUGUST 17, 1907. xyxy=(231,302,356,312)
poem-line: We turn to you who bear the purple clusters, xyxy=(444,996,591,1005)
condition-note-letter: I xyxy=(1839,1918,1843,1932)
price-low: 11 00 xyxy=(1684,935,1702,944)
price-high: 0 00 xyxy=(1736,906,1749,915)
paragraph: Montreal, Aug. 12.—Efforts are being made by the French police to ascertain what connection there is between Madame Vere Gould, who until three years ago maintained a swagger dressmaking establishment in Montreal, and Sir Vere and Lady Gould, whose trunks, found at Marseilles, contained the mutilated body of Therese Williams. Madame Gould gave up her dressmaking establishment about three years ago and announced that she and her husband were to go abroad. Since then there has been no clue to her whereabouts. While here Madame Gould would speak occasionally to some of her customers about her high connections in the old land, and would sometimes refer to the exalted position of her husband's family in Ireland. xyxy=(966,789,1221,899)
price-row xyxy=(1499,925,1750,935)
paragraph: 33. As grasshoppers, etc.—"The fears of the unbelieving spies magnified their foes. They who do not respect themselves will fail to gain the respect of others. The man who counts himself as a grasshopper when he is sent to represent a great cause is apt to be counted as a grasshopper by those who oppose him." Attention should be called to the events recorded in chapter 14. The people become despondent and wept all night. They wished they had not left Egypt and actually appointed a captain (Neh. 9; 17) to lead them back to the taskmaster's lash. Moses and Aaron fell on their faces. Joshua and Caleb rent their clothes as a sign of their great grief, and made a strong appeal to the congregation in favor of taking the land at once. But the people like a frenzied mob tried to stone them, and were prevented from so doing only by the glory of the Lord shining forth from the tabernacle. God threatened the nation with destruction, and they would have perished but for the prayer of Moses. The ten spies were smitten with the plague and died. Every person over twenty years of age, except the two faithful spies, was to die before the nation entered Canaan. As a reward for their faithfulness Caleb and Joshua were permitted to enter the promised land. Caleb received Hebron as his possession and Joshua the name changed from Oshea to Joshua, which signifies savior, and was also honored by being chosen as Moses' successor to lead the Israelites into Canaan. xyxy=(433,274,688,474)
paragraph: Hamilton—Business holds an active tone. The demand for fall lines is heavy and the outlook for the season is bright. Country trade is fair. Collections are generally good. xyxy=(1499,1530,1750,1559)
price-high: 7 50 xyxy=(1736,1061,1749,1069)
paragraph: Before being taken into custody it is said that Rodwell had fired at and hit Mr. W. H. Apted's gasoline launch, chased Special Constable Eateman with the gun, and fired several shots into Constable Bateman's house. Rodwell had four Mark II. military cartridges in his pockets when searched at No. 4 police station, and a Lee-Enfield rifle was found near his home. xyxy=(699,879,954,928)
deck: Frances Cleff Receives Terrible Injuries From Vicious Horse. xyxy=(1265,1048,1455,1056)
price-row xyxy=(1499,1089,1750,1099)
price-high: 16 00 xyxy=(1732,925,1749,934)
paragraph: Oats—Aug. 35c bid, Oct. 38c bid, Dec. 37c. xyxy=(1510,762,1657,771)
price-item: Beef, hindquarters xyxy=(1500,1032,1557,1040)
condition-note-letter: N xyxy=(1835,1223,1847,1240)
condition-note-letter xyxy=(1827,1273,1854,1301)
paragraph: There was a fair trade all round, considering the heavy run of cattle, and the quality. The best lots of cattle sold at good prices. xyxy=(1499,332,1750,352)
lesson-subtitle: The Two Reports of the Spies.—Num. 13: 17-20, 23-33. xyxy=(206,316,381,325)
condition-note-letter: S xyxy=(1836,750,1846,767)
condition-note-letter: T xyxy=(1836,1250,1846,1267)
paragraph: I. Their commission. "Go" (v. 17.) "See" (v. 18.) The proposal to search the land came from the people, and betrayed distrust of the Lord's promise and leadership. God had commanded, "Go in and possess the land" (Deut. 1, 8, 21). But they said, "We will send men before us, and they shall search us out the land" (Deut. 1; 22.) So when God saw they would send spies, he let them have their way (vs. 133.) So it was in Israel's choice of a king (1. Sam. 8; 19. 22.) They demanded it, and God permitted it, and they learned how sad it is to forsake God and lean on the arm of flesh. He lets us have our way, to let us see the folly of not walking in his way. "He is not afraid to have his promises investigated. He proved them by their own heart's desire. At every great achievement so shew ourselves qualified or unqualified to go forward. Where God's command and promise are clearly given, the greatest boldness is the truest wisdom." After Paul had "assuredly" gathered that he was called of God to Macedonia, his was "straight course" in the way of obedience (Acts 16; 10, 11.) He did not send Silas or Luke or Timothy over ahead to see whether they were equal to the work. xyxy=(433,493,688,653)
price-item: Eggs xyxy=(1500,964,1515,973)
price-row xyxy=(1499,993,1750,1002)
price-low: 1 00 xyxy=(1688,1022,1702,1031)
